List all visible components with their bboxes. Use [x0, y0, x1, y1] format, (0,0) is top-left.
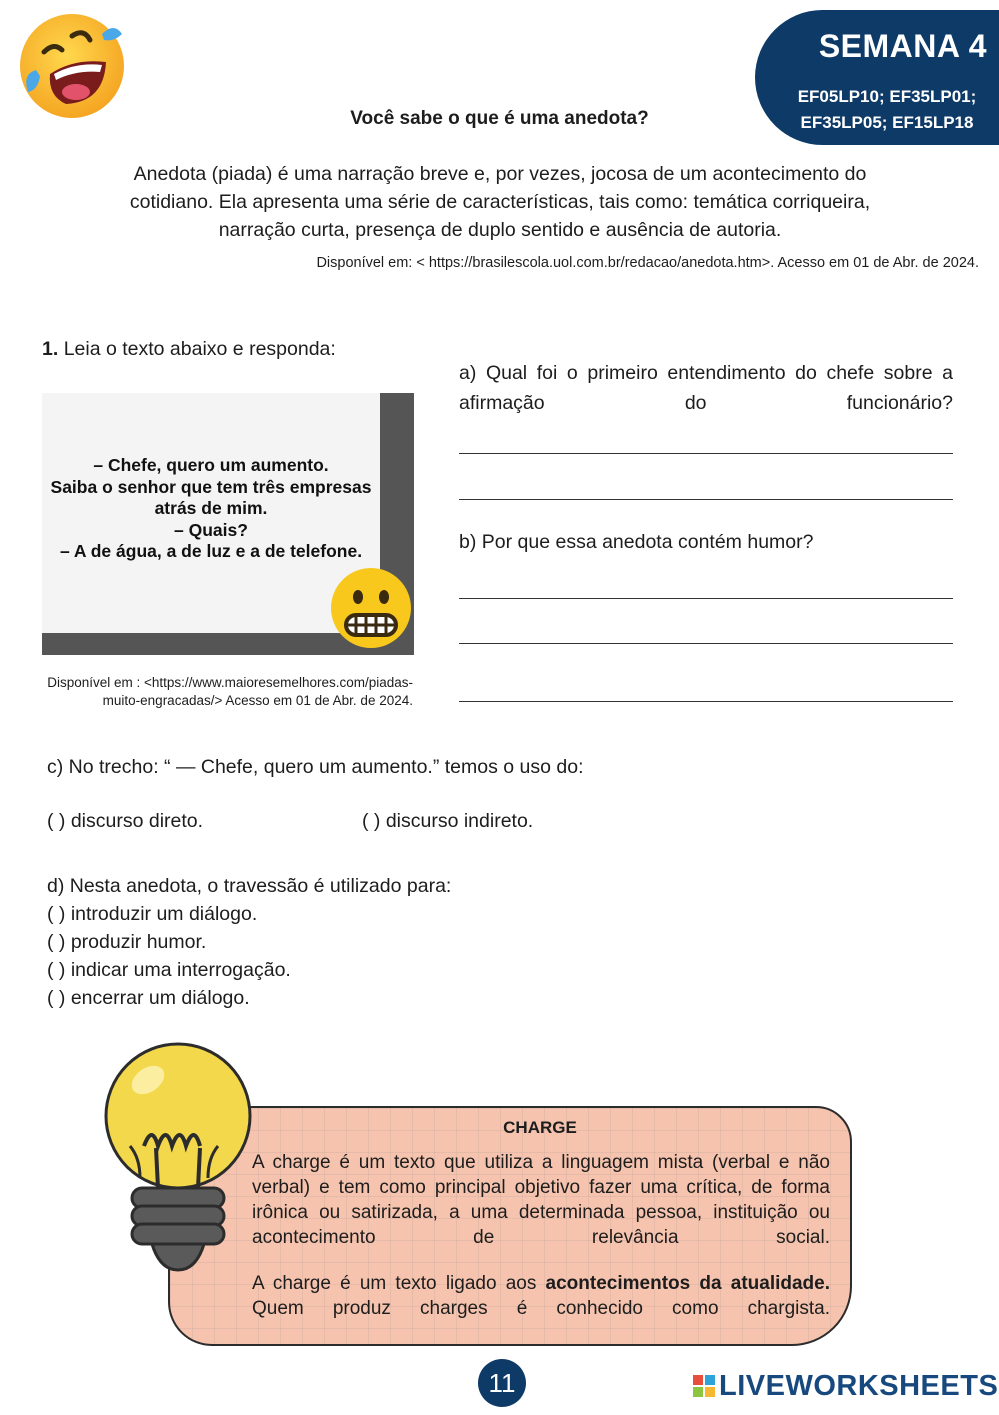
grimacing-emoji-icon — [328, 565, 414, 651]
answer-line-b3[interactable] — [459, 701, 953, 702]
intro-text: Anedota (piada) é uma narração breve e, por vezes, jocosa de um acontecimento do cotidiano. Ela apresenta uma série de características, tais como: temática corriqueira, narração curta, presença de duplo sentido e ausência de autoria. — [129, 163, 871, 241]
option-introduce-dialogue[interactable]: ( ) introduzir um diálogo. — [47, 903, 258, 925]
question-1-text: Leia o texto abaixo e responda: — [63, 338, 336, 360]
rolling-laughing-emoji-icon — [14, 12, 126, 122]
lightbulb-icon — [100, 1038, 260, 1274]
joke-source — [20, 674, 413, 710]
option-direct-speech[interactable]: ( ) discurso direto. — [47, 810, 204, 832]
charge-p2-end: Quem produz charges é conhecido como chargista. — [252, 1298, 830, 1319]
liveworksheets-logo-icon — [693, 1375, 715, 1397]
skill-codes-line-1: EF05LP10; EF35LP01; — [797, 87, 977, 106]
charge-p2-start: A charge é um texto ligado aos — [252, 1273, 546, 1294]
question-c: c) No trecho: “ — Chefe, quero um aumento.” temos o uso do: — [47, 756, 584, 778]
question-b: b) Por que essa anedota contém humor? — [459, 531, 814, 553]
charge-paragraph-1: A charge é um texto que utiliza a linguagem mista (verbal e não verbal) e tem como principal objetivo fazer uma crítica, de forma irônica ou satirizada, a uma determinada pessoa, instituição ou acontecimento de relevância social. — [252, 1152, 830, 1248]
answer-line-a1[interactable] — [459, 453, 953, 454]
skill-codes-line-2: EF35LP05; EF15LP18 — [800, 113, 974, 132]
joke-source-line-2: muito-engracadas/> Acesso em 01 de Abr. de 2024. — [102, 693, 413, 708]
joke-line: – Chefe, quero um aumento. — [93, 455, 329, 475]
option-indirect-speech[interactable]: ( ) discurso indireto. — [362, 810, 534, 832]
page-number: 11 — [478, 1359, 526, 1407]
joke-text — [42, 455, 380, 563]
answer-line-a2[interactable] — [459, 499, 953, 500]
option-close-dialogue[interactable]: ( ) encerrar um diálogo. — [47, 987, 250, 1009]
joke-image — [42, 393, 414, 655]
brand-text: LIVEWORKSHEETS — [719, 1370, 999, 1402]
joke-source-line-1: Disponível em : <https://www.maioresemelhores.com/piadas- — [47, 675, 413, 690]
joke-line: – Quais? — [174, 519, 248, 540]
option-indicate-question[interactable]: ( ) indicar uma interrogação. — [47, 959, 291, 981]
week-title: SEMANA 4 — [818, 28, 987, 64]
intro-source: Disponível em: < https://brasilescola.uol.com.br/redacao/anedota.htm>. Acesso em 01 de Abr. de 2024. — [316, 255, 979, 271]
option-produce-humor[interactable]: ( ) produzir humor. — [47, 931, 207, 953]
charge-paragraph-2 — [252, 1271, 830, 1346]
question-d-text: d) Nesta anedota, o travessão é utilizado para: — [47, 875, 452, 897]
intro-heading: Você sabe o que é uma anedota? — [350, 108, 649, 129]
liveworksheets-brand — [693, 1370, 998, 1403]
answer-line-b1[interactable] — [459, 598, 953, 599]
question-d — [47, 872, 451, 1012]
joke-line: atrás de mim. — [154, 498, 268, 518]
question-1-prompt — [42, 338, 336, 361]
charge-title: CHARGE — [503, 1118, 577, 1137]
question-1-number: 1. — [42, 338, 59, 360]
question-a: a) Qual foi o primeiro entendimento do chefe sobre a afirmação do funcionário? — [459, 362, 953, 414]
charge-p2-bold: acontecimentos da atualidade. — [545, 1273, 830, 1294]
joke-line: – A de água, a de luz e a de telefone. — [59, 541, 363, 561]
answer-line-b2[interactable] — [459, 643, 953, 644]
joke-line: Saiba o senhor que tem três empresas — [50, 476, 372, 497]
